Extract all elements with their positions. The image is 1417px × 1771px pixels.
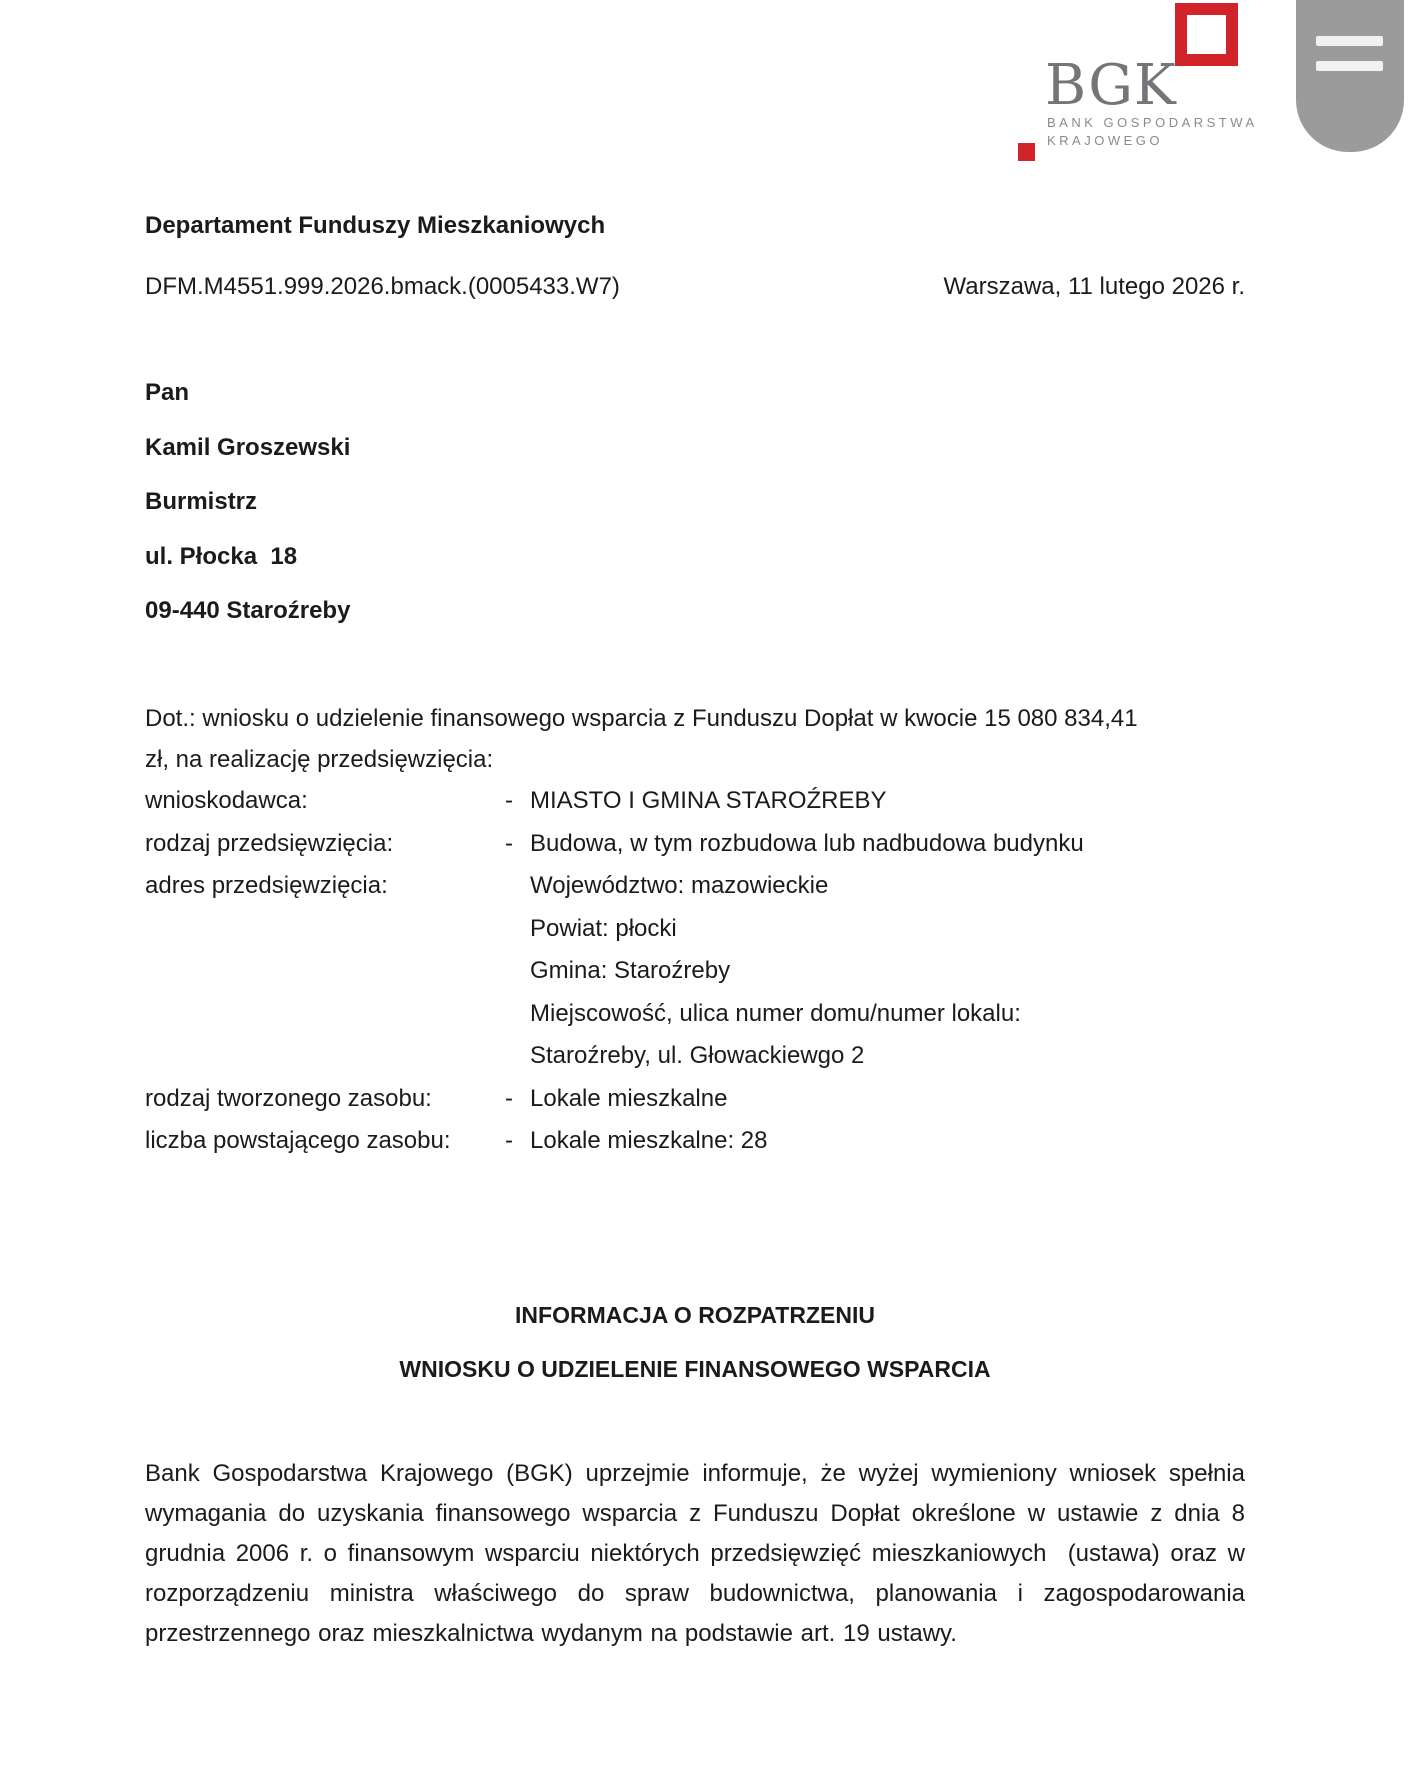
- detail-row-resource-type: [145, 1078, 1255, 1121]
- hamburger-bar: [1316, 61, 1383, 71]
- detail-value: Staroźreby, ul. Głowackiewgo 2: [530, 1042, 865, 1069]
- detail-value: Powiat: płocki: [530, 914, 677, 942]
- subject-line: zł, na realizację przedsięwzięcia:: [145, 746, 494, 773]
- detail-value: Miejscowość, ulica numer domu/numer lokalu:: [530, 999, 1021, 1027]
- detail-value: Gmina: Staroźreby: [530, 957, 731, 984]
- reference-row: [145, 272, 1245, 302]
- detail-label: rodzaj tworzonego zasobu:: [145, 1084, 432, 1112]
- detail-value: Lokale mieszkalne: [530, 1084, 728, 1112]
- detail-label: rodzaj przedsięwzięcia:: [145, 829, 394, 857]
- detail-value: Budowa, w tym rozbudowa lub nadbudowa budynku: [530, 829, 1084, 857]
- body-paragraph: Bank Gospodarstwa Krajowego (BGK) uprzejmie informuje, że wyżej wymieniony wniosek spełnia wymagania do uzyskania finansowego wsparcia z Funduszu Dopłat określone w ustawie z dnia 8 grudnia 2006 r. o finansowym wsparciu niektórych przedsięwzięć mieszkaniowych (ustawa) oraz w rozporządzeniu ministra właściwego do spraw budownictwa, planowania i zagospodarowania przestrzennego oraz mieszkalnictwa wydanym na podstawie art. 19 ustawy.: [145, 1460, 1253, 1647]
- detail-row-commune: [145, 950, 1255, 993]
- logo-small-red-square: [1018, 143, 1035, 161]
- logo-bank-name-line2: KRAJOWEGO: [1047, 133, 1164, 148]
- subject-line: Dot.: wniosku o udzielenie finansowego wsparcia z Funduszu Dopłat w kwocie 15 080 834,41: [145, 705, 1138, 732]
- logo-acronym: BGK: [1045, 53, 1177, 118]
- detail-value: Województwo: mazowieckie: [530, 872, 829, 899]
- detail-label: wnioskodawca:: [145, 787, 308, 814]
- detail-row-project-type: [145, 823, 1255, 866]
- detail-label: adres przedsięwzięcia:: [145, 872, 388, 899]
- addressee-name: Kamil Groszewski: [145, 433, 351, 461]
- detail-value: Lokale mieszkalne: 28: [530, 1127, 768, 1154]
- hamburger-bar: [1316, 36, 1383, 46]
- bgk-logo: [1045, 0, 1258, 170]
- logo-bank-name-line1: BANK GOSPODARSTWA: [1047, 115, 1258, 130]
- application-details: [145, 780, 1255, 1163]
- detail-row-locality-header: [145, 993, 1255, 1036]
- addressee-street: ul. Płocka 18: [145, 542, 298, 570]
- menu-tab[interactable]: [1296, 0, 1404, 152]
- detail-row-locality: [145, 1035, 1255, 1078]
- addressee-block: [145, 366, 350, 639]
- addressee-role: Burmistrz: [145, 488, 258, 515]
- subject-block: [145, 698, 1138, 780]
- addressee-city: 09-440 Staroźreby: [145, 597, 351, 624]
- addressee-salutation: Pan: [145, 379, 190, 406]
- place-and-date: Warszawa, 11 lutego 2026 r.: [943, 273, 1245, 300]
- logo-red-square-outline: [1175, 3, 1238, 66]
- department-title: Departament Funduszy Mieszkaniowych: [145, 212, 606, 239]
- detail-row-county: [145, 908, 1255, 951]
- detail-value: MIASTO I GMINA STAROŹREBY: [530, 787, 887, 814]
- detail-row-applicant: [145, 780, 1255, 823]
- document-heading-line1: INFORMACJA O ROZPATRZENIU: [515, 1302, 875, 1328]
- detail-dash: -: [505, 1084, 513, 1112]
- reference-number: DFM.M4551.999.2026.bmack.(0005433.W7): [145, 273, 620, 300]
- detail-row-project-address: [145, 865, 1255, 908]
- detail-label: liczba powstającego zasobu:: [145, 1127, 451, 1154]
- detail-row-resource-count: [145, 1120, 1255, 1163]
- detail-dash: -: [505, 829, 513, 857]
- detail-dash: -: [505, 1127, 513, 1154]
- document-heading-line2: WNIOSKU O UDZIELENIE FINANSOWEGO WSPARCIA: [399, 1356, 991, 1382]
- detail-dash: -: [505, 787, 513, 814]
